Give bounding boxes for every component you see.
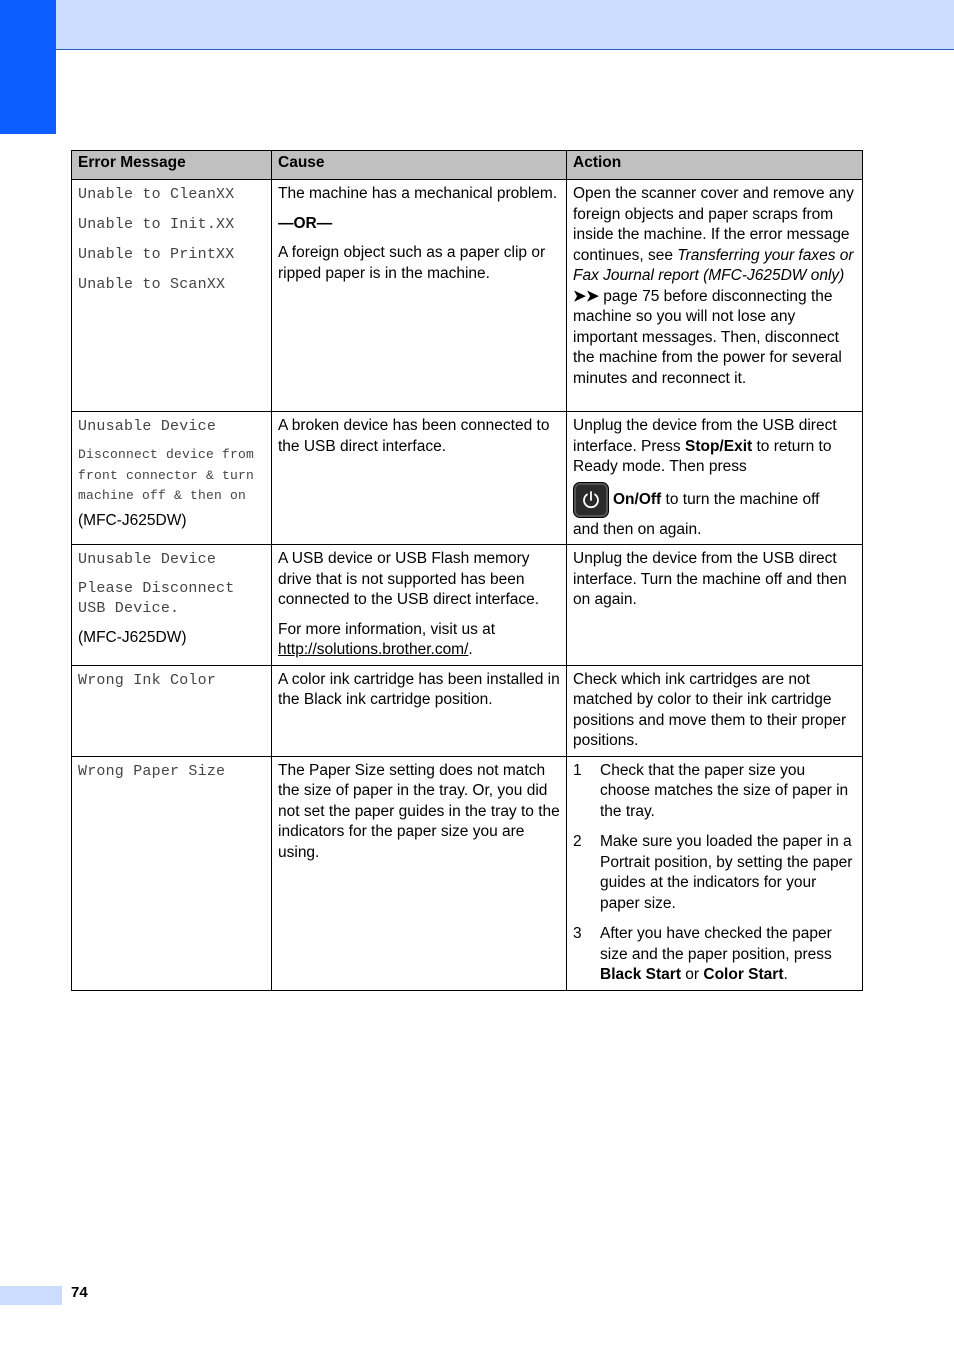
or-separator: —OR— — [278, 214, 333, 232]
model-note: (MFC-J625DW) — [78, 629, 187, 646]
error-message: Unusable Device — [78, 418, 217, 435]
cause-text: The machine has a mechanical problem. — [278, 185, 558, 202]
error-message: Wrong Ink Color — [78, 671, 217, 689]
model-note: (MFC-J625DW) — [78, 511, 187, 529]
power-icon — [573, 482, 609, 518]
cause-cell — [272, 545, 567, 666]
page-number: 74 — [71, 1284, 88, 1301]
page-number-tab — [0, 1286, 62, 1305]
table-row — [72, 180, 863, 412]
step-number: 1 — [573, 761, 582, 779]
cause-cell — [272, 756, 567, 990]
cause-text: The Paper Size setting does not match the size of paper in the tray. Or, you did not set the paper guides in the tray to the indicators for the paper size you are using. — [278, 761, 560, 861]
error-cell — [72, 665, 272, 756]
cause-text: For more information, visit us at http://solutions.brother.com/. — [278, 620, 496, 658]
table-header-row — [72, 151, 863, 180]
step-text: Check that the paper size you choose matches the size of paper in the tray. — [600, 761, 849, 820]
cause-text: A foreign object such as a paper clip or ripped paper is in the machine. — [278, 244, 546, 282]
list-item — [573, 832, 856, 914]
error-message: Wrong Paper Size — [78, 762, 226, 780]
action-cell — [567, 412, 863, 545]
cause-cell — [272, 665, 567, 756]
error-cell — [72, 412, 272, 545]
header-error-message: Error Message — [72, 151, 272, 180]
action-cell — [567, 545, 863, 666]
table-row — [72, 665, 863, 756]
error-message: Unable to ScanXX — [78, 276, 226, 293]
cause-text: A color ink cartridge has been installed in the Black ink cartridge position. — [278, 670, 560, 708]
error-message: Unable to PrintXX — [78, 246, 235, 263]
error-cell — [72, 180, 272, 412]
action-text: Unplug the device from the USB direct interface. Turn the machine off and then on again. — [573, 550, 847, 608]
header-cause: Cause — [272, 151, 567, 180]
action-cell — [567, 665, 863, 756]
action-text: On/Off to turn the machine off — [573, 482, 856, 518]
error-cell — [72, 545, 272, 666]
key-name: Black Start — [600, 966, 681, 983]
table-row — [72, 545, 863, 666]
table-row — [72, 412, 863, 545]
header-band — [0, 0, 954, 50]
chapter-tab — [0, 0, 56, 134]
action-text: Open the scanner cover and remove any foreign objects and paper scraps from inside the machine. If the error message continues, see Transferring your faxes or Fax Journal report (MFC-J625DW only) ➤➤ page 75 before disconnecting the machine so you will not lose any important messages. Then, disconnect the machine from the power for several minutes and reconnect it. — [573, 185, 854, 387]
step-text: After you have checked the paper size and the paper position, press Black Start or Color Start. — [600, 925, 832, 983]
error-message: Unable to CleanXX — [78, 186, 235, 203]
key-name: Stop/Exit — [685, 437, 753, 455]
error-message: Unusable Device — [78, 551, 217, 568]
step-number: 3 — [573, 925, 582, 942]
cause-cell — [272, 180, 567, 412]
key-name: On/Off — [613, 490, 662, 508]
error-detail: Please Disconnect USB Device. — [78, 580, 235, 617]
cause-cell — [272, 412, 567, 545]
list-item — [573, 924, 856, 986]
list-item — [573, 761, 856, 823]
cross-reference: Transferring your faxes or Fax Journal report (MFC-J625DW only) — [573, 246, 854, 284]
error-detail: Disconnect device from front connector & turn machine off & then on — [78, 447, 255, 503]
action-steps — [573, 761, 856, 986]
arrow-icon: ➤➤ — [573, 287, 604, 305]
step-number: 2 — [573, 833, 582, 850]
error-message: Unable to Init.XX — [78, 216, 235, 233]
cause-text: A USB device or USB Flash memory drive that is not supported has been connected to the USB direct interface. — [278, 550, 540, 608]
support-link[interactable]: http://solutions.brother.com/ — [278, 641, 469, 658]
step-text: Make sure you loaded the paper in a Portrait position, by setting the paper guides at the indicators for your paper size. — [600, 833, 853, 912]
table-row — [72, 756, 863, 990]
action-text: Check which ink cartridges are not matched by color to their ink cartridge positions and move them to their proper positions. — [573, 670, 847, 749]
key-name: Color Start — [703, 966, 784, 983]
action-text: and then on again. — [573, 520, 702, 538]
error-cell — [72, 756, 272, 990]
header-action: Action — [567, 151, 863, 180]
error-table — [71, 150, 863, 991]
cause-text: A broken device has been connected to the USB direct interface. — [278, 417, 550, 455]
action-cell — [567, 180, 863, 412]
action-text: Unplug the device from the USB direct interface. Press Stop/Exit to return to Ready mode. Then press — [573, 417, 837, 475]
action-cell — [567, 756, 863, 990]
